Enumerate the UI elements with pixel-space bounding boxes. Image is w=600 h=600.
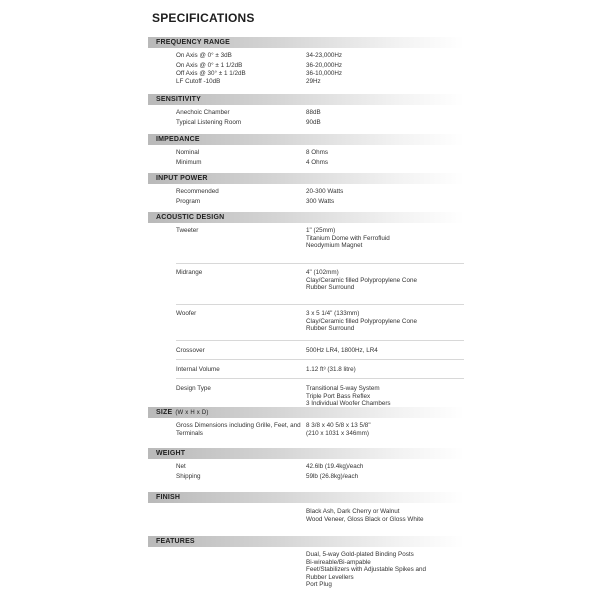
spec-row (148, 70, 464, 78)
spec-value: 1" (25mm) Titanium Dome with Ferrofluid Neodymium Magnet (306, 227, 390, 249)
spec-label: Nominal (176, 149, 200, 156)
section-weight (148, 448, 464, 481)
section-heading: SENSITIVITY (148, 94, 464, 105)
section-impedance (148, 134, 464, 167)
section-heading-title: SIZE (156, 409, 173, 416)
spec-value: 8 Ohms (306, 149, 329, 156)
spec-label: LF Cutoff -10dB (176, 78, 221, 85)
spec-label: Anechoic Chamber (176, 109, 230, 116)
spec-label: Tweeter (176, 227, 199, 234)
spec-label: Crossover (176, 347, 205, 354)
spec-value: 29Hz (306, 78, 321, 85)
spec-row (148, 227, 464, 264)
spec-label: On Axis @ 0° ± 1 1/2dB (176, 62, 243, 69)
spec-row (148, 62, 464, 70)
spec-label: Internal Volume (176, 366, 220, 373)
spec-row (148, 109, 464, 119)
section-heading: IMPEDANCE (148, 134, 464, 145)
spec-row (148, 149, 464, 159)
section-finish (148, 492, 464, 526)
spec-value: 34-23,000Hz (306, 52, 343, 59)
spec-value: 4 Ohms (306, 159, 329, 166)
spec-label: Midrange (176, 269, 203, 276)
section-heading: FINISH (148, 492, 464, 503)
spec-label: Design Type (176, 385, 211, 392)
section-heading: ACOUSTIC DESIGN (148, 212, 464, 223)
spec-row (148, 463, 464, 473)
section-size (148, 407, 464, 442)
section-heading: FREQUENCY RANGE (148, 37, 464, 48)
spec-row (148, 508, 464, 526)
spec-row (148, 341, 464, 360)
spec-label: Woofer (176, 310, 197, 317)
section-sensitivity (148, 94, 464, 127)
spec-label: On Axis @ 0° ± 3dB (176, 52, 232, 59)
spec-row (148, 188, 464, 198)
spec-row (148, 198, 464, 206)
section-heading: INPUT POWER (148, 173, 464, 184)
spec-row (148, 551, 464, 591)
section-heading-subtitle: (W x H x D) (175, 410, 209, 416)
spec-label: Program (176, 198, 201, 205)
spec-value: 4" (102mm) Clay/Ceramic filled Polypropylene Cone Rubber Surround (306, 269, 417, 291)
spec-value: Transitional 5-way System Triple Port Bass Reflex 3 Individual Woofer Chambers (306, 385, 391, 407)
section-heading (148, 407, 464, 418)
spec-label: Minimum (176, 159, 202, 166)
spec-value: 90dB (306, 119, 321, 126)
spec-value: 59lb (26.8kg)/each (306, 473, 359, 480)
section-input-power (148, 173, 464, 206)
spec-label: Typical Listening Room (176, 119, 242, 126)
spec-value: 300 Watts (306, 198, 335, 205)
section-heading: FEATURES (148, 536, 464, 547)
spec-row (148, 159, 464, 167)
spec-row (148, 119, 464, 127)
spec-label: Recommended (176, 188, 219, 195)
spec-row (148, 78, 464, 86)
spec-value: 36-20,000Hz (306, 62, 343, 69)
spec-value: 36-10,000Hz (306, 70, 343, 77)
spec-row (148, 422, 464, 442)
section-acoustic-design (148, 212, 464, 417)
section-features (148, 536, 464, 591)
spec-value: 20-300 Watts (306, 188, 344, 195)
section-frequency-range (148, 37, 464, 86)
spec-row (148, 264, 464, 305)
spec-value: 42.6lb (19.4kg)/each (306, 463, 364, 470)
spec-row (148, 305, 464, 341)
spec-label: Off Axis @ 30° ± 1 1/2dB (176, 70, 246, 77)
spec-label: Gross Dimensions including Grille, Feet, and Terminals (176, 422, 301, 437)
spec-value: 88dB (306, 109, 321, 116)
page-title: SPECIFICATIONS (152, 11, 255, 25)
spec-label: Net (176, 463, 186, 470)
spec-label: Shipping (176, 473, 201, 480)
spec-value: Black Ash, Dark Cherry or Walnut Wood Veneer, Gloss Black or Gloss White (306, 508, 424, 523)
spec-value: 500Hz LR4, 1800Hz, LR4 (306, 347, 378, 354)
spec-value: 3 x 5 1/4" (133mm) Clay/Ceramic filled Polypropylene Cone Rubber Surround (306, 310, 417, 332)
spec-row (148, 473, 464, 481)
spec-value: 1.12 ft³ (31.8 litre) (306, 366, 356, 373)
spec-value: Dual, 5-way Gold-plated Binding Posts Bi-wireable/Bi-ampable Feet/Stabilizers with Adjustable Spikes and Rubber Levellers Port Plug (306, 551, 427, 588)
spec-row (148, 360, 464, 379)
section-heading: WEIGHT (148, 448, 464, 459)
spec-value: 8 3/8 x 40 5/8 x 13 5/8" (210 x 1031 x 346mm) (306, 422, 371, 437)
spec-row (148, 52, 464, 62)
